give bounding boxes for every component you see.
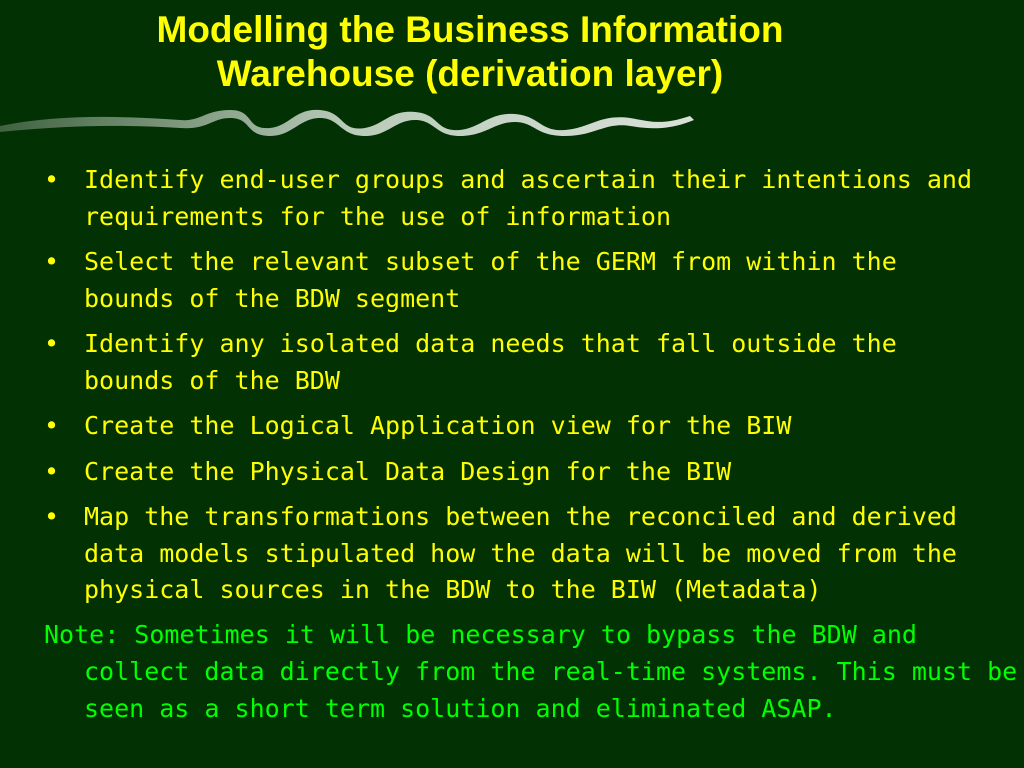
bullet-text: Create the Logical Application view for the BIW <box>84 411 792 440</box>
bullet-text: Identify end-user groups and ascertain their intentions and requirements for the use of information <box>84 165 973 231</box>
list-item <box>44 326 994 399</box>
bullet-marker: • <box>44 456 60 486</box>
bullet-marker: • <box>44 502 60 531</box>
note-text: Note: Sometimes it will be necessary to bypass the BDW and collect data directly from the real-time systems. This must be seen as a short term solution and eliminated ASAP. <box>44 620 1018 723</box>
list-item <box>44 454 994 491</box>
bullet-text: Map the transformations between the reconciled and derived data models stipulated how the data will be moved from the physical sources in the BDW to the BIW (Metadata) <box>84 502 957 604</box>
list-item <box>44 499 994 609</box>
bullet-marker: • <box>44 247 60 276</box>
bullet-text: Create the Physical Data Design for the BIW <box>84 456 732 486</box>
wave-divider-icon <box>0 104 700 140</box>
bullet-list <box>44 162 994 618</box>
bullet-marker: • <box>44 165 60 194</box>
list-item <box>44 244 994 317</box>
bullet-marker: • <box>44 329 60 358</box>
bullet-text: Identify any isolated data needs that fall outside the bounds of the BDW <box>84 329 897 395</box>
slide-title <box>40 8 900 96</box>
bullet-text: Select the relevant subset of the GERM from within the bounds of the BDW segment <box>84 247 897 313</box>
list-item <box>44 408 994 445</box>
list-item <box>44 162 994 235</box>
title-line-1: Modelling the Business Information <box>156 9 784 50</box>
bullet-marker: • <box>44 411 60 440</box>
title-line-2: Warehouse (derivation layer) <box>216 53 724 94</box>
